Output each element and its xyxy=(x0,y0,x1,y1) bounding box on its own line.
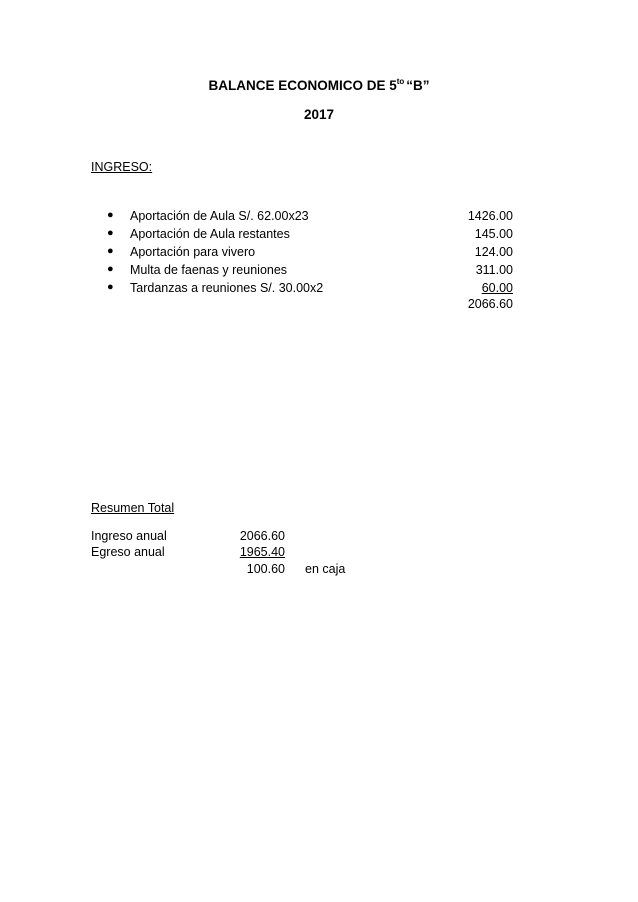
income-item xyxy=(0,227,638,245)
income-item xyxy=(0,263,638,281)
summary-value: 100.60 xyxy=(246,562,285,576)
bullet-icon: ● xyxy=(107,245,114,257)
title-text: BALANCE ECONOMICO DE 5 xyxy=(208,78,397,93)
bullet-icon: ● xyxy=(107,263,114,275)
summary-value: 1965.40 xyxy=(239,545,285,559)
document-title xyxy=(0,77,638,93)
income-item xyxy=(0,281,638,299)
summary-label: Ingreso anual xyxy=(91,529,167,543)
income-item xyxy=(0,209,638,227)
income-item-label: Multa de faenas y reuniones xyxy=(130,263,288,277)
summary-row xyxy=(0,562,638,580)
income-item-label: Aportación de Aula restantes xyxy=(130,227,290,241)
summary-label: Egreso anual xyxy=(91,545,165,559)
summary-value: 2066.60 xyxy=(239,529,285,543)
bullet-icon: ● xyxy=(107,227,114,239)
income-total: 2066.60 xyxy=(467,297,513,311)
income-item-label: Aportación de Aula S/. 62.00x23 xyxy=(130,209,309,223)
income-item-amount: 124.00 xyxy=(474,245,513,259)
summary-row xyxy=(0,545,638,563)
bullet-icon: ● xyxy=(107,209,114,221)
bullet-icon: ● xyxy=(107,281,114,293)
summary-note: en caja xyxy=(305,562,346,576)
title-superscript: to xyxy=(396,77,405,86)
document-year: 2017 xyxy=(303,107,335,122)
income-item-amount: 145.00 xyxy=(474,227,513,241)
income-item-amount: 1426.00 xyxy=(467,209,513,223)
income-item-label: Tardanzas a reuniones S/. 30.00x2 xyxy=(130,281,324,295)
income-item-label: Aportación para vivero xyxy=(130,245,256,259)
ingreso-heading: INGRESO: xyxy=(91,160,153,174)
income-item xyxy=(0,245,638,263)
income-item-amount: 311.00 xyxy=(475,263,513,277)
income-item-amount: 60.00 xyxy=(481,281,513,295)
resumen-heading: Resumen Total xyxy=(91,501,175,515)
title-section: “B” xyxy=(406,78,430,93)
